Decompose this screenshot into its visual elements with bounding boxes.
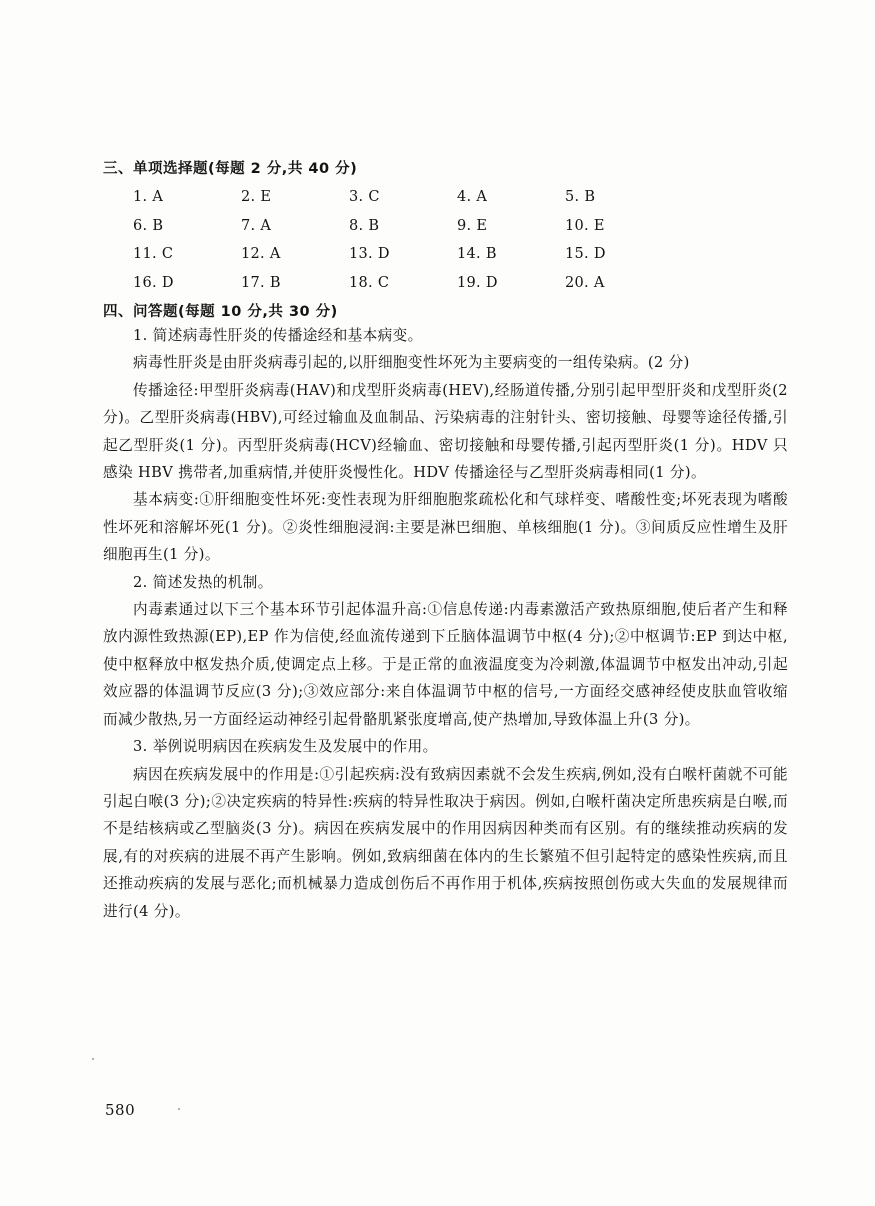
essay-answers xyxy=(103,322,788,925)
section-3-title: 三、单项选择题(每题 2 分,共 40 分) xyxy=(103,161,358,177)
question-2: 2. 简述发热的机制。 xyxy=(133,573,273,591)
answer-item: 16. D xyxy=(133,274,174,291)
answer-item: 14. B xyxy=(457,246,497,263)
answer-item: 4. A xyxy=(457,189,488,206)
answer-item: 18. C xyxy=(349,274,390,291)
answer-item: 5. B xyxy=(565,189,596,206)
answer-item: 12. A xyxy=(241,246,281,263)
answer-item: 13. D xyxy=(349,246,390,263)
answer-item: 10. E xyxy=(565,217,605,234)
q3-paragraph-1: 病因在疾病发展中的作用是:①引起疾病:没有致病因素就不会发生疾病,例如,没有白喉杆菌就不可能引起白喉(3 分);②决定疾病的特异性:疾病的特异性取决于病因。例如,白喉杆菌决定所患疾病是白喉,而不是结核病或乙型脑炎(3 分)。病因在疾病发展中的作用因病因种类而有区别。有的继续推动疾病的发展,有的对疾病的进展不再产生影响。例如,致病细菌在体内的生长繁殖不但引起特定的感染性疾病,而且还推动疾病的发展与恶化;而机械暴力造成创伤后不再作用于机体,疾病按照创伤或大失血的发展规律而进行(4 分)。 xyxy=(103,765,788,920)
answer-row xyxy=(133,212,673,241)
answer-item: 7. A xyxy=(241,217,272,234)
answer-row xyxy=(133,240,673,269)
answer-row xyxy=(133,269,673,298)
answer-item: 2. E xyxy=(241,189,272,206)
question-3: 3. 举例说明病因在疾病发生及发展中的作用。 xyxy=(133,738,438,756)
answer-item: 19. D xyxy=(457,274,498,291)
q1-paragraph-3: 基本病变:①肝细胞变性坏死:变性表现为肝细胞胞浆疏松化和气球样变、嗜酸性变;坏死表现为嗜酸性坏死和溶解坏死(1 分)。②炎性细胞浸润:主要是淋巴细胞、单核细胞(1 分)。③间质反应性增生及肝细胞再生(1 分)。 xyxy=(103,491,788,564)
answer-item: 15. D xyxy=(565,246,606,263)
scan-speck xyxy=(92,1058,94,1060)
question-1: 1. 简述病毒性肝炎的传播途经和基本病变。 xyxy=(133,327,423,344)
q2-paragraph-1: 内毒素通过以下三个基本环节引起体温升高:①信息传递:内毒素激活产致热原细胞,使后者产生和释放内源性致热源(EP),EP 作为信使,经血流传递到下丘脑体温调节中枢(4 分);②中枢调节:EP 到达中枢,使中枢释放中枢发热介质,使调定点上移。于是正常的血液温度变为冷刺激,体温调节中枢发出冲动,引起效应器的体温调节反应(3 分);③效应部分:来自体温调节中枢的信号,一方面经交感神经使皮肤血管收缩而减少散热,另一方面经运动神经引起骨骼肌紧张度增高,使产热增加,导致体温上升(3 分)。 xyxy=(103,601,788,728)
answer-item: 20. A xyxy=(565,274,605,291)
answer-item: 17. B xyxy=(241,274,281,291)
answer-item: 1. A xyxy=(133,189,164,206)
page-number: 580 xyxy=(105,1101,136,1119)
scan-speck xyxy=(178,1108,180,1110)
answer-row xyxy=(133,183,673,212)
answer-item: 6. B xyxy=(133,217,164,234)
answer-item: 9. E xyxy=(457,217,488,234)
answer-key-grid xyxy=(133,183,673,297)
answer-item: 11. C xyxy=(133,246,174,263)
answer-item: 3. C xyxy=(349,189,380,206)
q1-paragraph-2: 传播途径:甲型肝炎病毒(HAV)和戊型肝炎病毒(HEV),经肠道传播,分别引起甲型肝炎和戊型肝炎(2 分)。乙型肝炎病毒(HBV),可经过输血及血制品、污染病毒的注射针头、密切接触、母婴等途径传播,引起乙型肝炎(1 分)。丙型肝炎病毒(HCV)经输血、密切接触和母婴传播,引起丙型肝炎(1 分)。HDV 只感染 HBV 携带者,加重病情,并使肝炎慢性化。HDV 传播途径与乙型肝炎病毒相同(1 分)。 xyxy=(103,381,788,482)
answer-item: 8. B xyxy=(349,217,380,234)
q1-paragraph-1: 病毒性肝炎是由肝炎病毒引起的,以肝细胞变性坏死为主要病变的一组传染病。(2 分) xyxy=(133,354,690,372)
section-4-title: 四、问答题(每题 10 分,共 30 分) xyxy=(103,304,338,320)
